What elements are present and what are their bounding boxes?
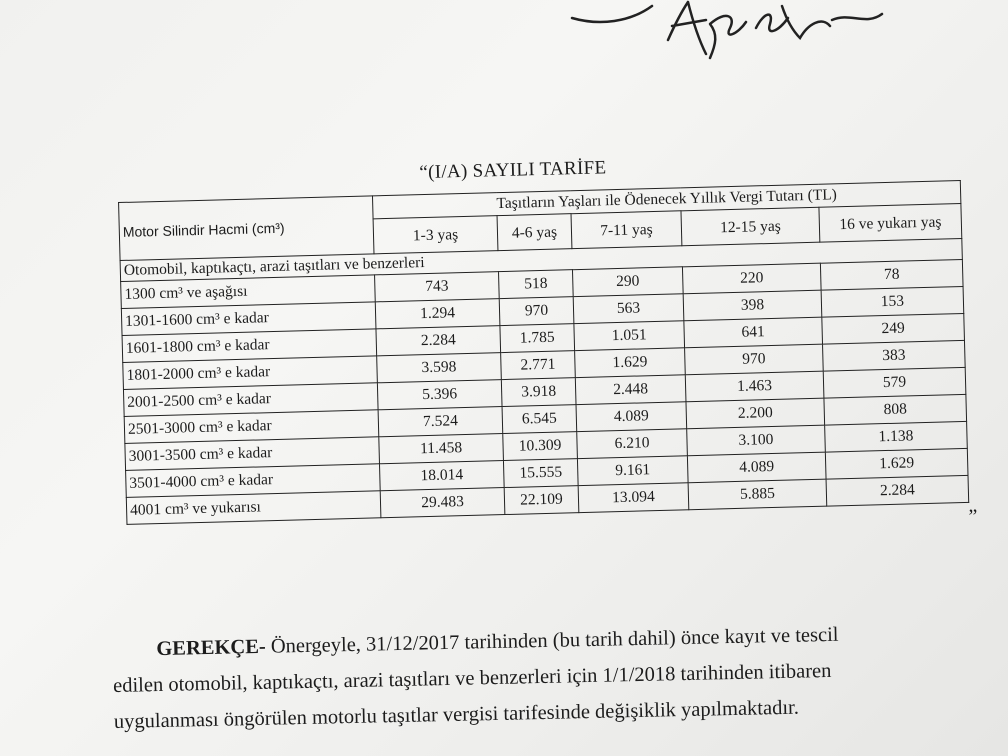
row-label: 1601-1800 cm³ e kadar	[122, 329, 377, 363]
tax-amount-header: Taşıtların Yaşları ile Ödenecek Yıllık Vergi Tutarı (TL)	[372, 180, 960, 218]
tax-value-cell: 2.284	[826, 475, 969, 506]
row-label: 1301-1600 cm³ e kadar	[121, 302, 376, 336]
tax-value-cell: 4.089	[576, 402, 687, 432]
age-header-1-3: 1-3 yaş	[373, 216, 498, 254]
age-header-4-6: 4-6 yaş	[497, 214, 572, 251]
tax-value-cell: 3.100	[687, 425, 826, 456]
justification-label: GEREKÇE-	[156, 635, 266, 661]
row-label: 4001 cm³ ve yukarısı	[126, 491, 381, 525]
tax-value-cell: 383	[823, 340, 966, 371]
tax-value-cell: 10.309	[503, 432, 578, 461]
row-label: 3501-4000 cm³ e kadar	[126, 464, 381, 498]
tax-value-cell: 970	[499, 297, 574, 326]
tax-value-cell: 2.200	[686, 398, 825, 429]
tax-value-cell: 1.785	[500, 324, 575, 353]
tax-value-cell: 22.109	[504, 486, 579, 515]
tariff-table	[118, 180, 969, 525]
tax-value-cell: 1.294	[375, 299, 500, 329]
tax-value-cell: 6.545	[502, 405, 577, 434]
tax-value-cell: 563	[573, 294, 684, 324]
age-header-7-11: 7-11 yaş	[571, 211, 682, 249]
tax-value-cell: 1.629	[825, 448, 968, 479]
row-label: 2501-3000 cm³ e kadar	[124, 410, 379, 444]
tax-value-cell: 579	[823, 367, 966, 398]
closing-quote: ”	[968, 505, 978, 528]
row-label: 1300 cm³ ve aşağısı	[121, 275, 376, 309]
tax-value-cell: 78	[820, 259, 963, 290]
justification-text-1: Önergeyle, 31/12/2017 tarihinden (bu tarih dahil) önce kayıt ve tescil	[270, 623, 839, 658]
tax-value-cell: 3.918	[501, 378, 576, 407]
justification-line-3: uygulanması öngörülen motorlu taşıtlar vergisi tarifesinde değişiklik yapılmaktadır.	[113, 696, 800, 733]
tax-value-cell: 5.396	[377, 380, 502, 410]
tax-value-cell: 3.598	[377, 353, 502, 383]
tax-value-cell: 18.014	[379, 461, 504, 491]
row-label: 1801-2000 cm³ e kadar	[123, 356, 378, 390]
tax-value-cell: 29.483	[380, 488, 505, 518]
tax-value-cell: 2.771	[501, 351, 576, 380]
tax-value-cell: 11.458	[379, 434, 504, 464]
tariff-title: “(I/A) SAYILI TARİFE	[419, 157, 607, 184]
tax-value-cell: 808	[824, 394, 967, 425]
tax-value-cell: 290	[572, 267, 683, 297]
tax-value-cell: 518	[499, 270, 574, 299]
tax-value-cell: 220	[682, 263, 821, 294]
vehicle-category: Otomobil, kaptıkaçtı, arazi taşıtları ve benzerleri	[120, 238, 962, 281]
justification-line-2: edilen otomobil, kaptıkaçtı, arazi taşıtları ve benzerleri için 1/1/2018 tarihinden itibaren	[112, 659, 832, 697]
tax-value-cell: 7.524	[378, 407, 503, 437]
tax-value-cell: 6.210	[577, 429, 688, 459]
row-label: 3001-3500 cm³ e kadar	[125, 437, 380, 471]
tax-value-cell: 1.463	[685, 371, 824, 402]
tax-value-cell: 153	[821, 286, 964, 317]
tax-value-cell: 4.089	[687, 452, 826, 483]
tax-value-cell: 2.448	[575, 375, 686, 405]
tax-value-cell: 1.629	[575, 348, 686, 378]
tax-value-cell: 5.885	[688, 479, 827, 510]
tax-value-cell: 2.284	[376, 326, 501, 356]
tax-value-cell: 15.555	[503, 459, 578, 488]
tax-value-cell: 1.138	[825, 421, 968, 452]
tax-value-cell: 743	[375, 272, 500, 302]
row-label: 2001-2500 cm³ e kadar	[123, 383, 378, 417]
age-header-12-15: 12-15 yaş	[681, 207, 820, 246]
tax-value-cell: 970	[685, 344, 824, 375]
tax-value-cell: 9.161	[577, 456, 688, 486]
tax-value-cell: 398	[683, 290, 822, 321]
justification-paragraph	[112, 613, 998, 739]
motor-volume-header: Motor Silindir Hacmi (cm³)	[119, 196, 374, 261]
tax-value-cell: 13.094	[578, 483, 689, 513]
tax-value-cell: 1.051	[574, 321, 685, 351]
tax-value-cell: 249	[822, 313, 965, 344]
tax-value-cell: 641	[684, 317, 823, 348]
age-header-16-plus: 16 ve yukarı yaş	[819, 203, 962, 242]
data-rows	[121, 259, 969, 524]
